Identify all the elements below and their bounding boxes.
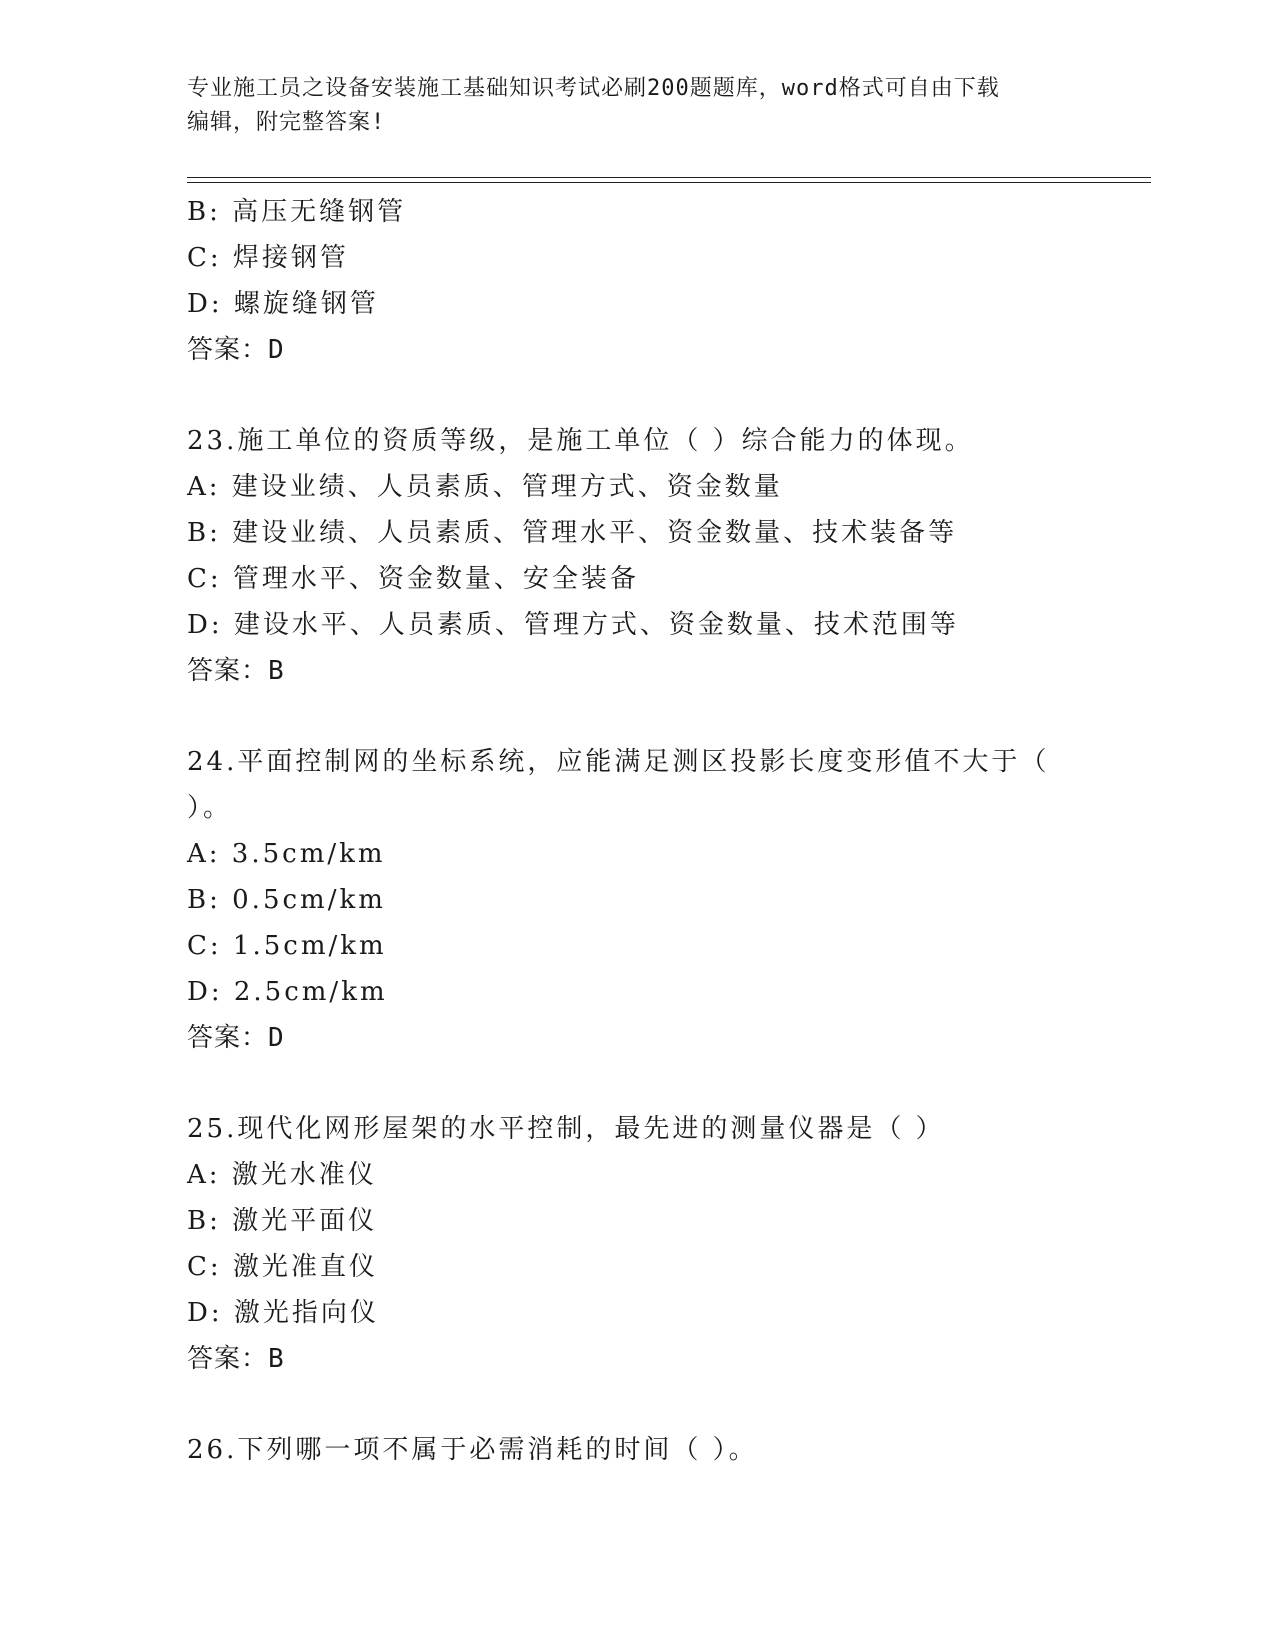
document-header [187,72,1067,140]
option-d: D: 螺旋缝钢管 [187,289,379,319]
question-text: 26.下列哪一项不属于必需消耗的时间（ ）。 [187,1435,758,1465]
option-c: C: 管理水平、资金数量、安全装备 [187,564,639,594]
answer: 答案：D [187,1023,285,1053]
option-c: C: 1.5cm/km [187,931,387,961]
answer: 答案：B [187,656,285,686]
option-c: C: 激光准直仪 [187,1252,378,1282]
question-22-continued [187,189,1087,373]
question-text: 25.现代化网形屋架的水平控制，最先进的测量仪器是（ ） [187,1114,945,1144]
option-b: B: 建设业绩、人员素质、管理水平、资金数量、技术装备等 [187,518,958,548]
question-text: 23.施工单位的资质等级，是施工单位（ ）综合能力的体现。 [187,426,974,456]
question-text-line-1: 24.平面控制网的坐标系统，应能满足测区投影长度变形值不大于（ [187,747,1050,777]
option-b: B: 高压无缝钢管 [187,197,407,227]
option-c: C: 焊接钢管 [187,243,349,273]
header-divider-bottom [187,182,1151,183]
option-d: D: 建设水平、人员素质、管理方式、资金数量、技术范围等 [187,610,959,640]
question-text-line-2: ）。 [187,793,233,823]
option-a: A: 激光水准仪 [187,1160,377,1190]
option-d: D: 2.5cm/km [187,977,388,1007]
answer: 答案：D [187,335,285,365]
answer: 答案：B [187,1344,285,1374]
option-a: A: 建设业绩、人员素质、管理方式、资金数量 [187,472,783,502]
header-line-1: 专业施工员之设备安装施工基础知识考试必刷200题题库，word格式可自由下载 [187,76,1000,101]
question-23 [187,418,1087,694]
question-25 [187,1106,1087,1382]
option-d: D: 激光指向仪 [187,1298,379,1328]
question-24 [187,739,1087,1061]
header-divider-top [187,177,1151,178]
option-a: A: 3.5cm/km [187,839,386,869]
option-b: B: 激光平面仪 [187,1206,378,1236]
question-list [187,189,1087,1473]
option-b: B: 0.5cm/km [187,885,386,915]
question-26 [187,1427,1087,1473]
header-line-2: 编辑，附完整答案! [187,110,386,135]
